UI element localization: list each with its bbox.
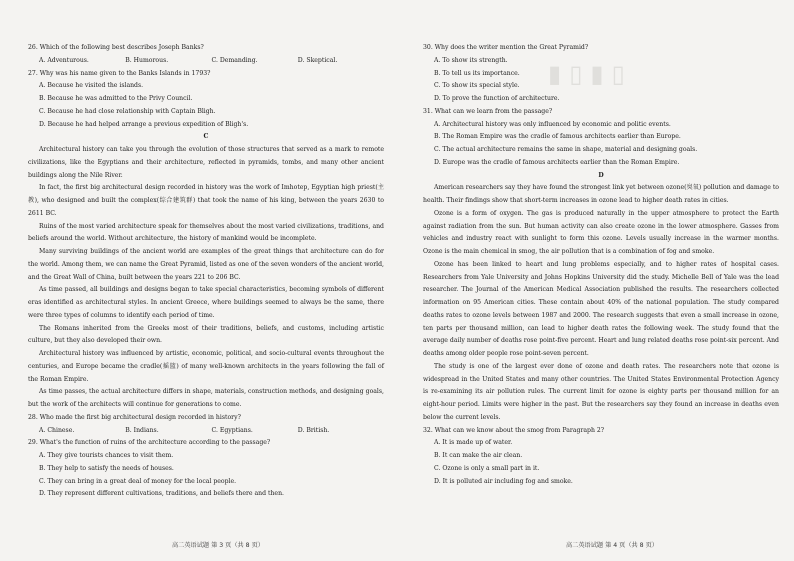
- paragraph: Architectural history can take you through the evolution of those structures that served as a mark to remote civilizations, like the Egyptians and their architecture, reflected in pyramids, tombs, and many other ancient buildings along the Nile River.: [28, 146, 384, 179]
- paragraph: Ozone has been linked to heart and lung problems especially, and to higher rates of hospital cases. Researchers from Yale University and Johns Hopkins University did the study. Michelle Bell of Yale was the lead researcher. The Journal of the American Medical Association published the results. The researchers collected information on 95 American cities. These contain about 40% of the national population. The study compared deaths rates to ozone levels between 1987 and 2000. The research suggests that even a small increase in ozone, ten parts per thousand million, can lead to higher death rates the following week. The study found that the average daily number of deaths rose point-five percent. Heart and lung related deaths rose point-six percent. And deaths among older people rose point-seven percent.: [423, 260, 779, 357]
- paragraph: Ruins of the most varied architecture speak for themselves about the most varied civilizations, traditions, and beliefs around the world. Without architecture, the history of mankind would be incomplete.: [28, 222, 384, 243]
- section-heading-c: C: [203, 133, 209, 141]
- question-29: 29. What's the function of ruins of the architecture according to the passage?: [28, 439, 271, 447]
- question-28: 28. Who made the first big architectural design recorded in history?: [28, 413, 241, 421]
- option: C. The actual architecture remains the same in shape, material and designing goals.: [434, 146, 698, 153]
- option: A. To show its strength.: [434, 56, 508, 64]
- option: D. British.: [297, 426, 330, 434]
- option: D. They represent different cultivations, traditions, and beliefs there and then.: [39, 490, 284, 498]
- option: D. Europe was the cradle of famous architects earlier than the Roman Empire.: [434, 158, 680, 166]
- bleed-through-marks: ▮▯▮▯: [548, 60, 633, 88]
- option: D. To prove the function of architecture.: [434, 95, 560, 102]
- paragraph: Architectural history was influenced by artistic, economic, political, and socio-cultural events throughout the centuries, and Europe became the cradle(摇篮) of many well-known architects in the years following the fall of the Roman Empire.: [28, 350, 384, 383]
- option: D. It is polluted air including fog and smoke.: [434, 477, 573, 485]
- option: C. To show its special style.: [434, 82, 520, 90]
- left-column: [28, 42, 384, 501]
- page-footer-4: 高二英语试题 第 4 页（共 8 页）: [566, 542, 658, 549]
- option: B. To tell us its importance.: [434, 69, 520, 77]
- paragraph: American researchers say they have found the strongest link yet between ozone(臭氧) pollution and damage to health. Their findings show that short-term increases in ozone lead to higher death rates in cities.: [423, 184, 779, 204]
- option: B. They help to satisfy the needs of houses.: [39, 464, 174, 472]
- option: C. Ozone is only a small part in it.: [434, 464, 540, 472]
- section-heading-d: D: [598, 171, 604, 179]
- option: A. Adventurous.: [39, 56, 89, 64]
- option: A. They give tourists chances to visit them.: [39, 452, 174, 459]
- question-26-options: [28, 55, 384, 68]
- option: C. They can bring in a great deal of money for the local people.: [39, 477, 237, 485]
- paragraph: The study is one of the largest ever done of ozone and death rates. The researchers note that ozone is widespread in the United States and many other countries. The United States Environmental Protection Agency is re-examining its air pollution rules. The current limit for ozone is eighty parts per thousand million for an eight-hour period. Limits were higher in the past. But the researchers say they found an increase in deaths even below the current levels.: [423, 362, 779, 421]
- option: A. It is made up of water.: [434, 439, 513, 447]
- paragraph: Many surviving buildings of the ancient world are examples of the great things that architecture can do for the world. Among them, we can name the Great Pyramid, listed as one of the seven wonders of the ancient world, and the Great Wall of China, built between the years 221 to 206 BC.: [28, 248, 384, 281]
- question-32: 32. What can we know about the smog from Paragraph 2?: [423, 426, 605, 434]
- question-28-options: [28, 425, 384, 438]
- option: D. Because he had helped arrange a previous expedition of Bligh's.: [39, 120, 249, 128]
- page-footer-3: 高二英语试题 第 3 页（共 8 页）: [172, 542, 264, 549]
- paragraph: The Romans inherited from the Greeks most of their traditions, beliefs, and customs, including artistic culture, but they also developed their own.: [28, 324, 384, 345]
- option: B. Indians.: [125, 426, 159, 434]
- option: C. Egyptians.: [211, 426, 253, 434]
- option: C. Demanding.: [211, 56, 258, 64]
- question-31: 31. What can we learn from the passage?: [423, 107, 553, 115]
- option: B. It can make the air clean.: [434, 452, 523, 459]
- option: B. The Roman Empire was the cradle of famous architects earlier than Europe.: [434, 133, 681, 141]
- option: D. Skeptical.: [297, 56, 338, 64]
- question-30: 30. Why does the writer mention the Great Pyramid?: [423, 44, 589, 51]
- option: B. Humorous.: [125, 56, 169, 64]
- option: A. Chinese.: [39, 426, 75, 434]
- paragraph: Ozone is a form of oxygen. The gas is produced naturally in the upper atmosphere to protect the Earth against radiation from the sun. But human activity can also create ozone in the lower atmosphere. Gasses from vehicles and industry react with sunlight to form this ozone. Levels usually increase in the warmer months. Ozone is the main chemical in smog, the air pollution that is a combination of fog and smoke.: [423, 209, 779, 255]
- question-26: 26. Which of the following best describes Joseph Banks?: [28, 44, 204, 51]
- paragraph: As time passed, all buildings and designs began to take special characteristics, becoming symbols of different eras identified as architectural styles. In ancient Greece, where buildings seemed to always be the same, there were three types of columns to identify each period of time.: [28, 286, 384, 319]
- option: A. Because he visited the islands.: [39, 82, 144, 90]
- question-27: 27. Why was his name given to the Banks Islands in 1793?: [28, 69, 211, 77]
- option: A. Architectural history was only influenced by economic and politic events.: [434, 120, 671, 128]
- paragraph: In fact, the first big architectural design recorded in history was the work of Imhotep, Egyptian high priest(主教), who designed and built the complex(综合建筑群) that took the name of his king, between the years 2630 to 2611 BC.: [28, 184, 384, 217]
- option: B. Because he was admitted to the Privy Council.: [39, 95, 193, 102]
- paragraph: As time passes, the actual architecture differs in shape, materials, construction methods, and designing goals, but the work of the architects will continue for generations to come.: [28, 388, 384, 408]
- option: C. Because he had close relationship with Captain Bligh.: [39, 107, 216, 115]
- right-column: [423, 42, 779, 488]
